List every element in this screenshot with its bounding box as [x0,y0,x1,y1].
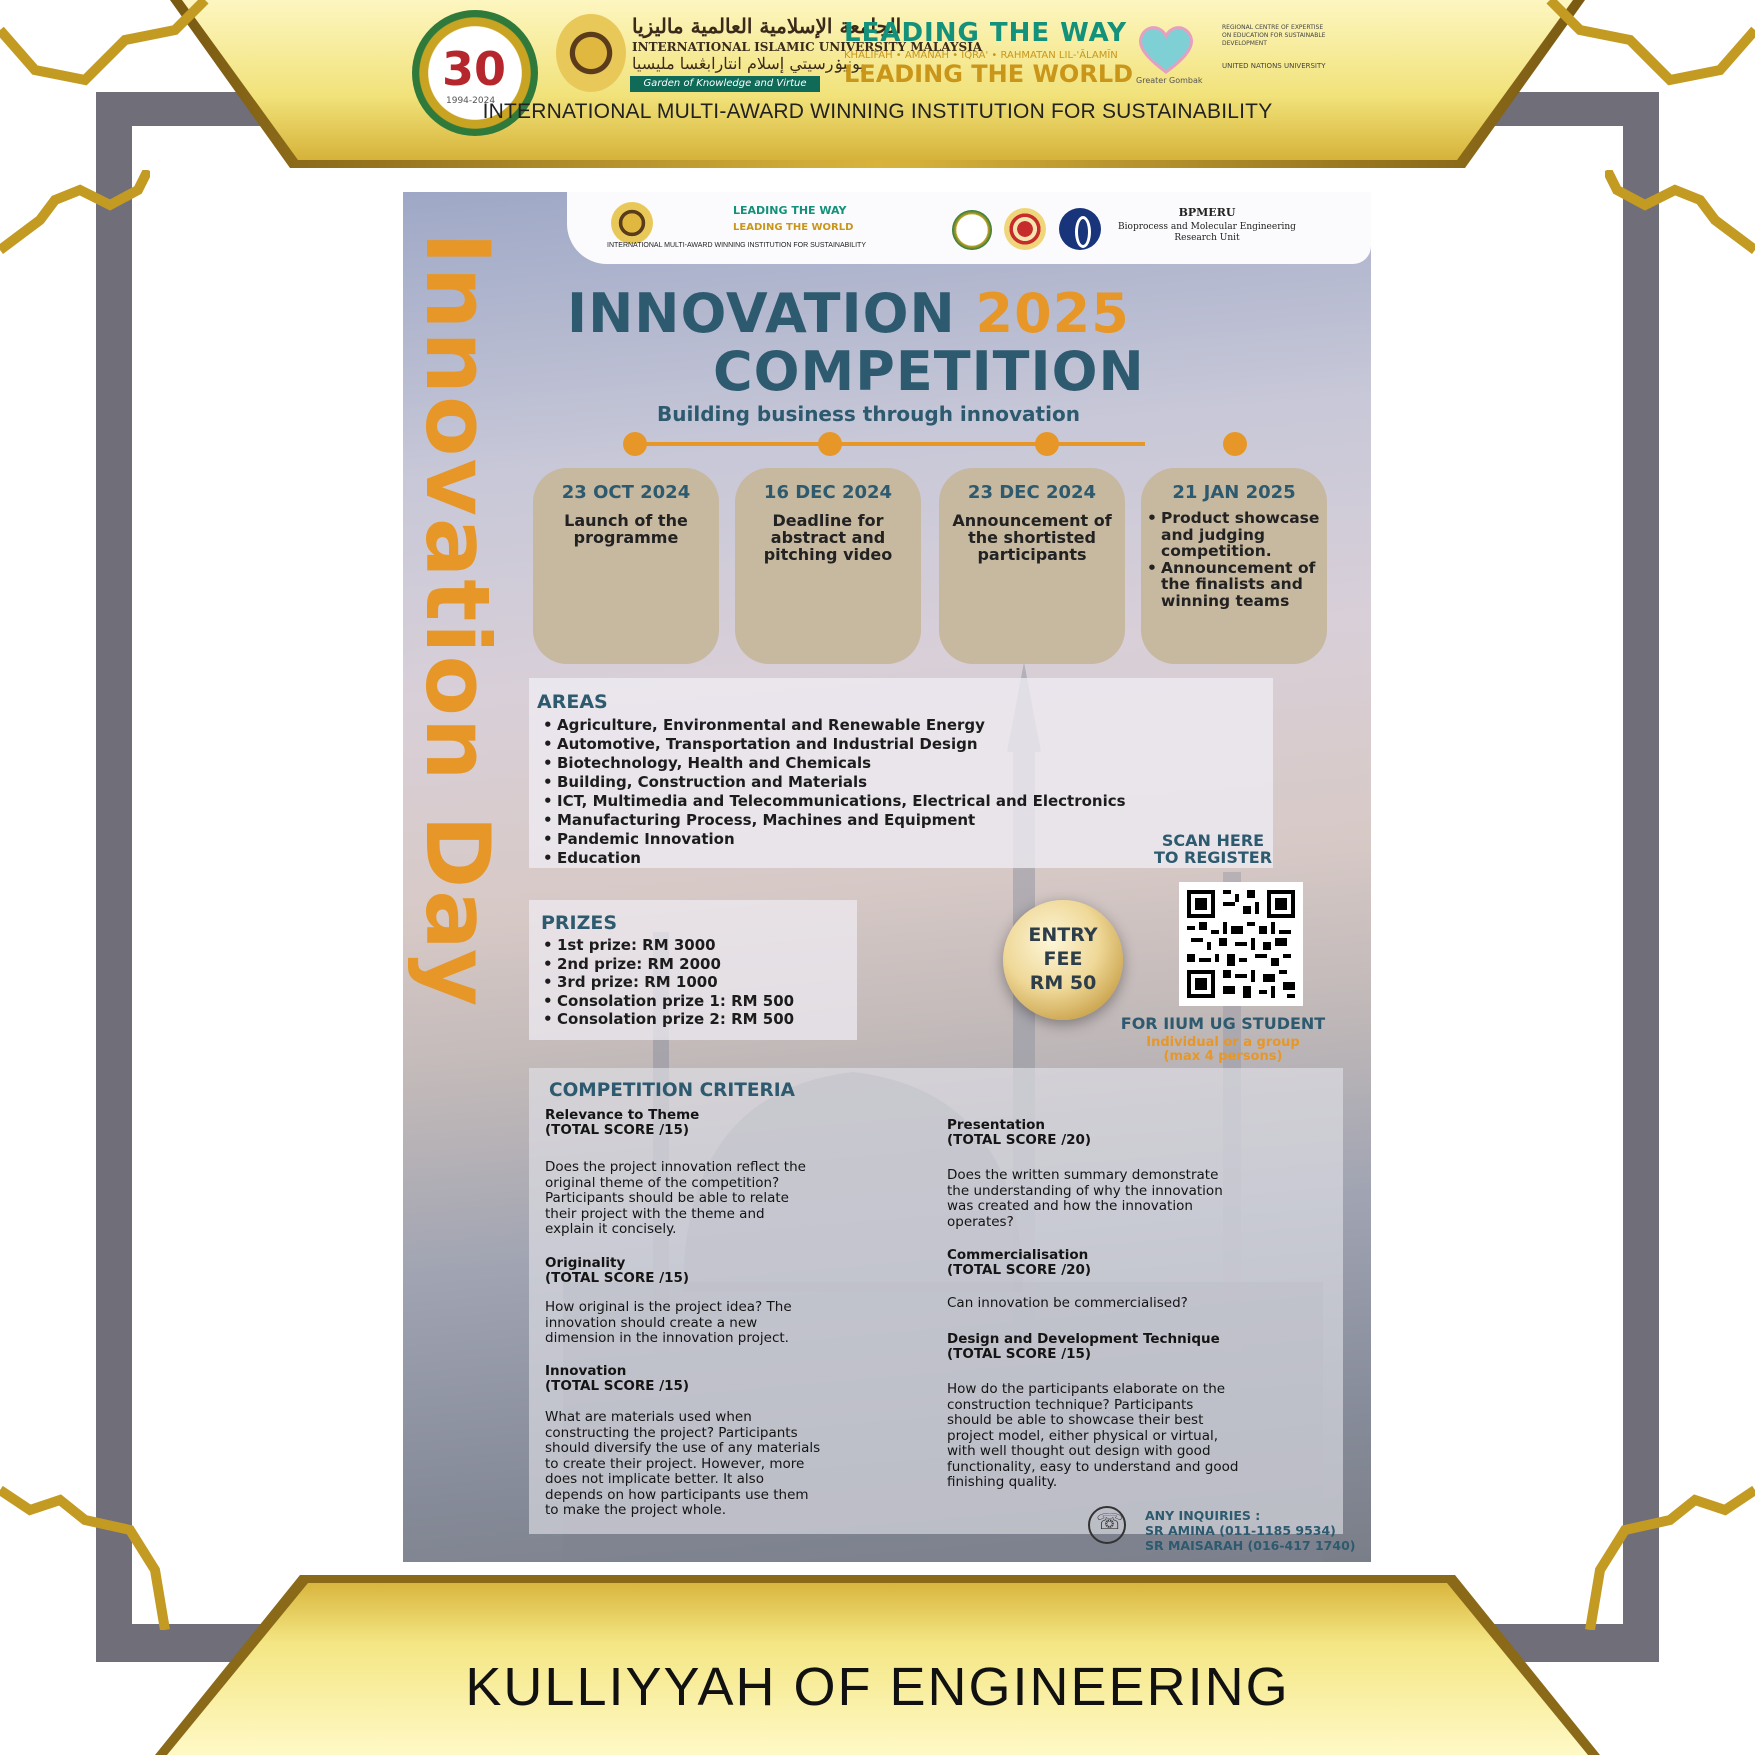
desc-line: finishing quality. [947,1474,1058,1490]
poster-title-line2: COMPETITION [713,340,1145,403]
fee-line2: FEE [1043,948,1083,970]
desc-line: to make the project whole. [545,1502,726,1518]
desc-line: How original is the project idea? The [545,1299,792,1315]
criteria-heading: COMPETITION CRITERIA [549,1080,795,1101]
ornament-top-right-icon [1605,170,1755,280]
fee-amount: RM 50 [1029,972,1097,994]
timeline-desc: Announcement of the shortisted participants [952,511,1112,564]
timeline-dot [818,432,842,456]
desc-line: original theme of the competition? [545,1174,780,1191]
timeline-card [533,468,719,664]
group-line1: Individual or a group [1146,1035,1300,1050]
criterion-score: (TOTAL SCORE /15) [545,1378,690,1394]
poster-koe-logo [952,210,992,250]
area-item: • Biotechnology, Health and Chemicals [541,754,1126,773]
unu-label: UNITED NATIONS UNIVERSITY [1222,62,1326,70]
timeline-desc: Deadline for abstract and pitching video [763,511,893,564]
timeline-items [1147,510,1327,609]
poster-tagline: INTERNATIONAL MULTI-AWARD WINNING INSTITUTION FOR SUSTAINABILITY [607,242,867,249]
desc-line: construction technique? Participants [947,1396,1194,1413]
criterion-title: Relevance to Theme [545,1107,700,1123]
group-info [1103,1036,1343,1064]
desc-line: their project with the theme and [545,1205,765,1222]
criterion-title: Commercialisation [947,1247,1089,1263]
poster-subtitle: Building business through innovation [657,402,1080,426]
greater-gombak-heart-icon [1136,24,1196,74]
fee-line1: ENTRY [1028,924,1098,946]
desc-line: Does the project innovation reflect the [545,1159,806,1175]
criterion-innovation-desc [545,1410,820,1519]
rce-label: REGIONAL CENTRE OF EXPERTISE ON EDUCATION FOR SUSTAINABLE DEVELOPMENT [1222,24,1326,47]
scan-to-register [1123,832,1303,866]
timeline-item: • Announcement of the finalists and winning teams [1147,560,1327,610]
inquiries-heading: ANY INQUIRIES : [1145,1508,1261,1523]
desc-line: explain it concisely. [545,1221,677,1237]
timeline-desc: Launch of the programme [564,511,688,547]
criterion-originality [545,1256,689,1286]
desc-line: Does the written summary demonstrate [947,1167,1219,1183]
prize-item: • 3rd prize: RM 1000 [541,973,794,992]
desc-line: What are materials used when [545,1409,752,1425]
inquiry-contact: SR AMINA (011-1185 9534) [1145,1523,1336,1538]
bpmeru-description: Bioprocess and Molecular Engineering Research Unit [1118,222,1296,243]
desc-line: operates? [947,1213,1014,1230]
criterion-title: Originality [545,1255,626,1271]
bpmeru-dna-logo [1059,208,1101,250]
criterion-score: (TOTAL SCORE /20) [947,1132,1092,1148]
title-year: 2025 [975,282,1130,345]
poster-header [567,192,1371,264]
desc-line: How do the participants elaborate on the [947,1381,1226,1397]
area-item: • Pandemic Innovation [541,830,1126,849]
poster-leading-the-way: LEADING THE WAY [733,204,847,217]
qr-code-icon [1187,890,1295,998]
area-item: • Automotive, Transportation and Industrial Design [541,735,1126,754]
title-innovation: INNOVATION [567,282,976,345]
criterion-title: Innovation [545,1363,627,1379]
timeline-date: 21 JAN 2025 [1172,482,1296,503]
inquiry-contact: SR MAISARAH (016-417 1740) [1145,1538,1356,1553]
criterion-presentation-desc [947,1168,1223,1230]
inquiries [1145,1508,1355,1553]
iium-tagline: Garden of Knowledge and Virtue [630,76,820,92]
criterion-score: (TOTAL SCORE /15) [545,1122,690,1138]
timeline-date: 16 DEC 2024 [763,482,893,503]
institution-tagline: INTERNATIONAL MULTI-AWARD WINNING INSTITUTION FOR SUSTAINABILITY [482,100,1273,123]
desc-line: the understanding of why the innovation [947,1182,1223,1199]
footer-title: KULLIYYAH OF ENGINEERING [465,1657,1290,1717]
desc-line: Can innovation be commercialised? [947,1295,1188,1311]
desc-line: Participants should be able to relate [545,1190,789,1206]
greater-gombak-label: Greater Gombak [1136,76,1203,85]
criterion-title: Presentation [947,1117,1046,1133]
prize-item: • Consolation prize 1: RM 500 [541,992,794,1011]
area-item: • Agriculture, Environmental and Renewable Energy [541,716,1126,735]
criterion-design-desc [947,1382,1238,1491]
desc-line: to create their project. However, more [545,1455,805,1472]
desc-line: constructing the project? Participants [545,1424,798,1441]
area-item: • Manufacturing Process, Machines and Equipment [541,811,1126,830]
prize-item: • 1st prize: RM 3000 [541,936,794,955]
prize-item: • 2nd prize: RM 2000 [541,955,794,974]
timeline-line [625,442,1145,446]
desc-line: functionality, easy to understand and good [947,1458,1239,1475]
iium-crest-logo [556,14,626,92]
timeline-card [1141,468,1327,664]
desc-line: with well thought out design with good [947,1443,1211,1459]
ornament-top-left-icon [0,170,150,280]
poster-seal-logo [1004,208,1046,250]
leading-the-way: LEADING THE WAY [844,18,1128,48]
scan-line2: TO REGISTER [1153,848,1273,867]
desc-line: does not implicate better. It also [545,1471,764,1487]
criterion-commercialisation [947,1248,1091,1278]
registration-qr-code[interactable] [1179,882,1303,1006]
poster-leading-the-world: LEADING THE WORLD [733,222,854,233]
leading-the-world: LEADING THE WORLD [844,60,1134,88]
desc-line: was created and how the innovation [947,1198,1193,1214]
timeline-card [939,468,1125,664]
area-item: • Education [541,849,1126,868]
criterion-title: Design and Development Technique [947,1331,1220,1347]
criterion-design [947,1332,1220,1362]
criterion-score: (TOTAL SCORE /15) [947,1346,1092,1362]
koe-logo-years: 1994-2024 [446,96,496,106]
desc-line: innovation should create a new [545,1314,758,1331]
koe-logo-number: 30 [442,42,507,96]
prizes-heading: PRIZES [541,912,618,934]
timeline-dot [623,432,647,456]
criterion-score: (TOTAL SCORE /20) [947,1262,1092,1278]
poster [403,192,1371,1562]
areas-heading: AREAS [537,691,608,713]
desc-line: project model, either physical or virtual, [947,1427,1219,1444]
entry-fee-badge [1003,900,1123,1020]
desc-line: dimension in the innovation project. [545,1330,789,1346]
criterion-score: (TOTAL SCORE /15) [545,1270,690,1286]
desc-line: depends on how participants use them [545,1486,809,1503]
eligibility: FOR IIUM UG STUDENT [1120,1014,1326,1033]
timeline-item: • Product showcase and judging competition. [1147,510,1327,560]
vertical-text: Innovation Day [406,232,509,1009]
area-item: • ICT, Multimedia and Telecommunications, Electrical and Electronics [541,792,1126,811]
iium-jawi-name: يونيۏرسيتي إسلام انتارابڠسا مليسيا [632,54,865,73]
criterion-originality-desc [545,1300,792,1347]
bpmeru-name: BPMERU [1178,206,1236,219]
poster-iium-logo [611,202,653,244]
iium-arabic-name: الجامعة الإسلامية العالمية ماليزيا [632,14,902,38]
criterion-commercialisation-desc [947,1296,1188,1312]
innovation-day-vertical-text [406,232,509,1552]
desc-line: should be able to showcase their best [947,1412,1204,1428]
criterion-innovation [545,1364,689,1394]
timeline-date: 23 OCT 2024 [561,482,691,503]
values-line: KHALĪFAH • AMĀNAH • IQRA' • RAHMATAN LIL-'ĀLAMĪN [844,50,1118,61]
prize-item: • Consolation prize 2: RM 500 [541,1010,794,1029]
criterion-relevance-desc [545,1160,806,1238]
areas-list [541,716,1126,868]
prizes-list [541,936,794,1029]
criterion-presentation [947,1118,1091,1148]
scan-line1: SCAN HERE [1161,831,1265,850]
banner-logos [0,0,1755,170]
timeline-date: 23 DEC 2024 [967,482,1097,503]
area-item: • Building, Construction and Materials [541,773,1126,792]
iium-english-name: INTERNATIONAL ISLAMIC UNIVERSITY MALAYSIA [632,40,983,54]
timeline-dot [1035,432,1059,456]
phone-icon: ☏ [1088,1506,1126,1544]
timeline-dot [1223,432,1247,456]
poster-title-line1 [567,282,1130,345]
criterion-relevance [545,1108,699,1138]
timeline-card [735,468,921,664]
desc-line: should diversify the use of any materials [545,1440,821,1456]
group-line2: (max 4 persons) [1163,1049,1283,1064]
